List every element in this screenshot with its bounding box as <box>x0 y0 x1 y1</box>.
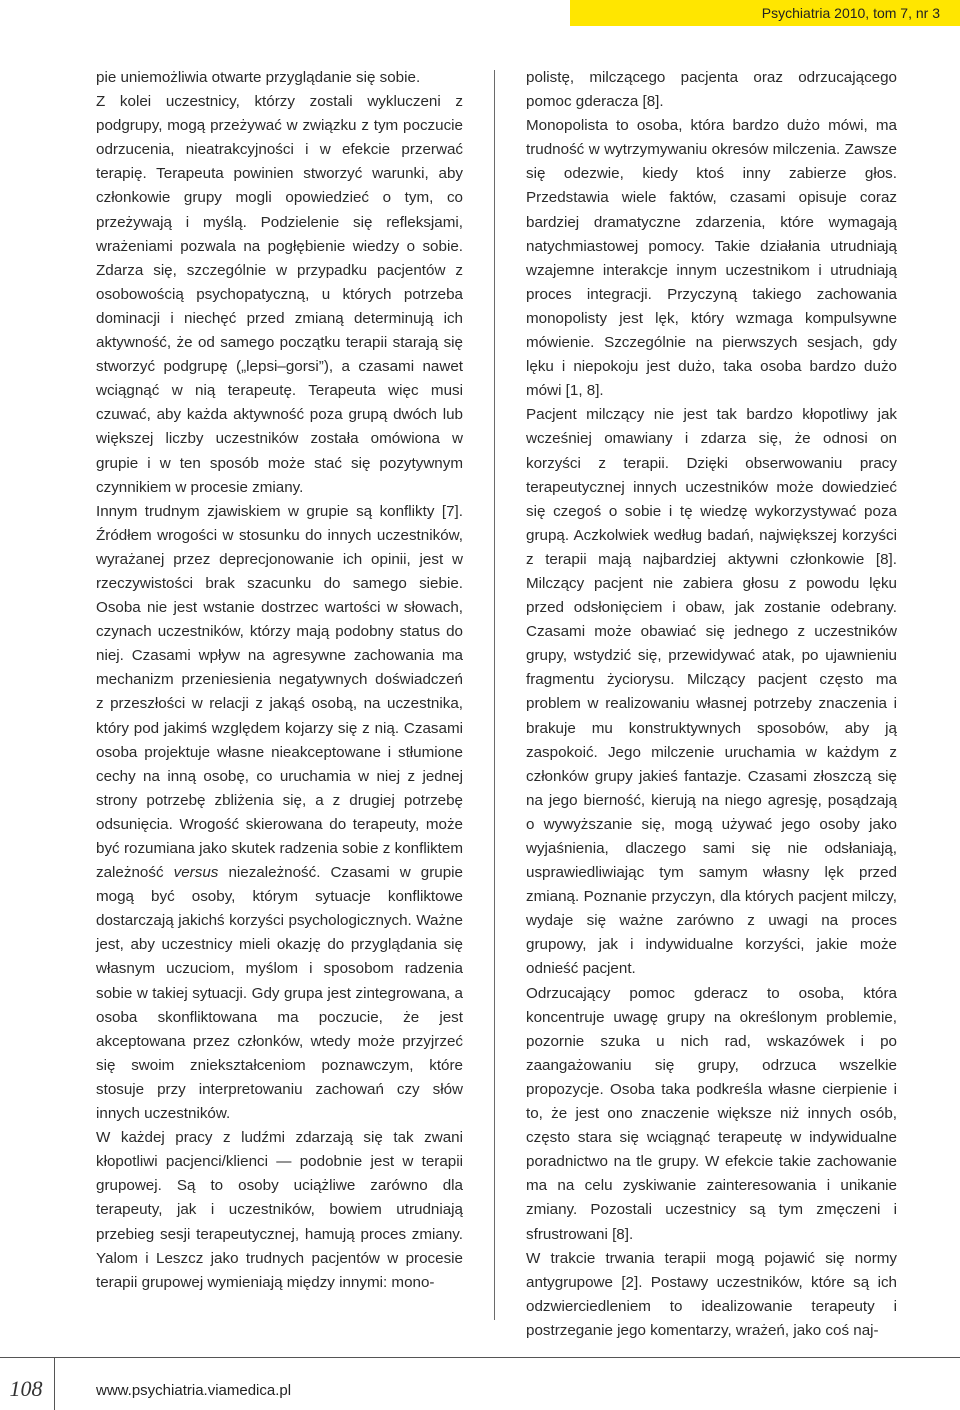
footer-url[interactable]: www.psychiatria.viamedica.pl <box>96 1382 292 1399</box>
paragraph: Pacjent milczący nie jest tak bardzo kłopotliwy jak wcześniej omawiany i zdarza się, że odnosi on korzyści z terapii. Dzięki obserwowaniu pracy terapeutycznej innych uczestników może dowiedzieć się czegoś o sobie i tę wiedzę wykorzystywać poza grupą. Aczkolwiek według badań, największej korzyści z terapii mają najbardziej aktywni członkowie [8]. Milczący pacjent nie zabiera głosu z powodu lęku przed odsłonięciem i obaw, jak zostanie odebrany. Czasami może obawiać się jednego z uczestników grupy, wstydzić się, przewidywać atak, po ujawnieniu fragmentu życiorysu. Milczący pacjent często ma problem w realizowaniu własnej potrzeby znaczenia i brakuje mu konstruktywnych sposobów, aby ją zaspokoić. Jego milczenie uruchamia w każdym z członków grupy jakieś fantazje. Czasami złoszczą się na jego bierność, kierują na niego agresję, posądzają o wywyższanie się, mogą używać jego osoby jako wyjaśnienia, dlaczego sami się nie odsłaniają, usprawiedliwiając tym samym własny lęk przed zmianą. Poznanie przyczyn, dla których pacjent milczy, wydaje się ważne zarówno z uwagi na proces grupowy, jak i indywidualne korzyści, jakie może odnieść pacjent. <box>526 406 897 978</box>
right-text-column <box>526 66 897 1343</box>
page-number-separator <box>54 1358 55 1410</box>
column-divider <box>494 70 495 1320</box>
paragraph-text: Innym trudnym zjawiskiem w grupie są konflikty [7]. Źródłem wrogości w stosunku do innych uczestników, wyrażanej przez deprecjonowanie ich opinii, jest w rzeczywistości brak szacunku do samego siebie. Osoba nie jest wstanie dostrzec wartości w słowach, czynach uczestników, którzy mają podobny status do niej. Czasami wpływ na agresywne zachowania ma mechanizm przeniesienia negatywnych doświadczeń z przeszłości w relacji z jakąś osobą, na uczestnika, który pod jakimś względem kojarzy się z nią. Czasami osoba projektuje własne nieakceptowane i stłumione cechy na inną osobę, co uruchamia w niej z jednej strony potrzebę zbliżenia się, a z drugiej potrzebę odsunięcia. Wrogość skierowana do terapeuty, może być rozumiana jako skutek radzenia sobie z konfliktem zależność <box>96 502 463 882</box>
page-number: 108 <box>9 1376 43 1401</box>
italic-term: versus <box>173 864 219 882</box>
footer-rule <box>0 1357 960 1358</box>
paragraph: Odrzucający pomoc gderacz to osoba, która koncentruje uwagę grupy na określonym problemie, pozornie szuka u nich rad, wskazówek i po zaangażowaniu się grupy, odrzuca wszelkie propozycje. Osoba taka podkreśla własne cierpienie i to, że jest ono znaczenie większe niż innych osób, często stara się wciągnąć terapeutę w indywidualne poradnictwo na tle grupy. W efekcie takie zachowanie ma na celu zyskiwanie zainteresowania i unikanie zmiany. Pozostali uczestnicy są tym zmęczeni i sfrustrowani [8]. <box>526 984 897 1243</box>
left-text-column <box>96 66 463 1295</box>
paragraph: Monopolista to osoba, która bardzo dużo mówi, ma trudność w wytrzymywaniu okresów milczenia. Zawsze się odezwie, kiedy ktoś inny zabierze głos. Przedstawia wiele faktów, czasami opisuje coraz bardziej dramatyczne zdarzenia, które wymagają natychmiastowej pomocy. Takie działania utrudniają wzajemne interakcje innym uczestnikom i utrudniają proces integracji. Przyczyną takiego zachowania monopolisty jest lęk, który wzmaga kompulsywne mówienie. Szczególnie na pierwszych sesjach, gdy lęku i niepokoju jest dużo, taka osoba bardzo dużo mówi [1, 8]. <box>526 117 897 400</box>
journal-header-bar <box>570 0 960 26</box>
paragraph <box>96 500 463 1126</box>
paragraph: W każdej pracy z ludźmi zdarzają się tak zwani kłopotliwi pacjenci/klienci — podobnie jest w terapii grupowej. Są to osoby uciążliwe zarówno dla terapeuty, jak i uczestników, bowiem utrudniają przebieg sesji terapeutycznej, hamują proces zmiany. Yalom i Leszcz jako trudnych pacjentów w procesie terapii grupowej wymieniają między innymi: mono- <box>96 1129 463 1291</box>
paragraph-text: niezależność. Czasami w grupie mogą być osoby, którym sytuacje konfliktowe dostarczają jakichś korzyści psychologicznych. Ważne jest, aby uczestnicy mieli okazję do przyglądania się własnym uczuciom, myślom i sposobom radzenia sobie w takiej sytuacji. Gdy grupa jest zintegrowana, a osoba skonfliktowana ma poczucie, że jest akceptowana przez członków, wtedy może przyjrzeć się swoim zniekształceniom poznawczym, które stosuje przy interpretowaniu zachowań czy słów innych uczestników. <box>96 864 463 1123</box>
journal-citation: Psychiatria 2010, tom 7, nr 3 <box>761 5 940 21</box>
paragraph: W trakcie trwania terapii mogą pojawić się normy antygrupowe [2]. Postawy uczestników, które są ich odzwierciedleniem to idealizowanie terapeuty i postrzeganie jego komentarzy, wrażeń, jako coś naj- <box>526 1249 897 1339</box>
paragraph: Z kolei uczestnicy, którzy zostali wykluczeni z podgrupy, mogą przeżywać w związku z tym poczucie odrzucenia, nieatrakcyjności i w efekcie przerwać terapię. Terapeuta powinien stworzyć warunki, aby członkowie grupy mogli opowiedzieć o tym, co przeżywają i myślą. Podzielenie się refleksjami, wrażeniami pozwala na pogłębienie wiedzy o sobie. Zdarza się, szczególnie w przypadku pacjentów z osobowością psychopatyczną, u których potrzeba dominacji i niechęć przed zmianą determinują ich aktywność, że od samego początku terapii starają się stworzyć podgrupę („lepsi–gorsi”), a czasami nawet wciągnąć w nią terapeutę. Terapeuta więc musi czuwać, aby każda aktywność poza grupą dwóch lub większej liczby uczestników została omówiona w grupie i w ten sposób może stać się pozytywnym czynnikiem w procesie zmiany. <box>96 93 463 496</box>
paragraph: polistę, milczącego pacjenta oraz odrzucającego pomoc gderacza [8]. <box>526 69 897 111</box>
paragraph: pie uniemożliwia otwarte przyglądanie się sobie. <box>96 69 421 86</box>
